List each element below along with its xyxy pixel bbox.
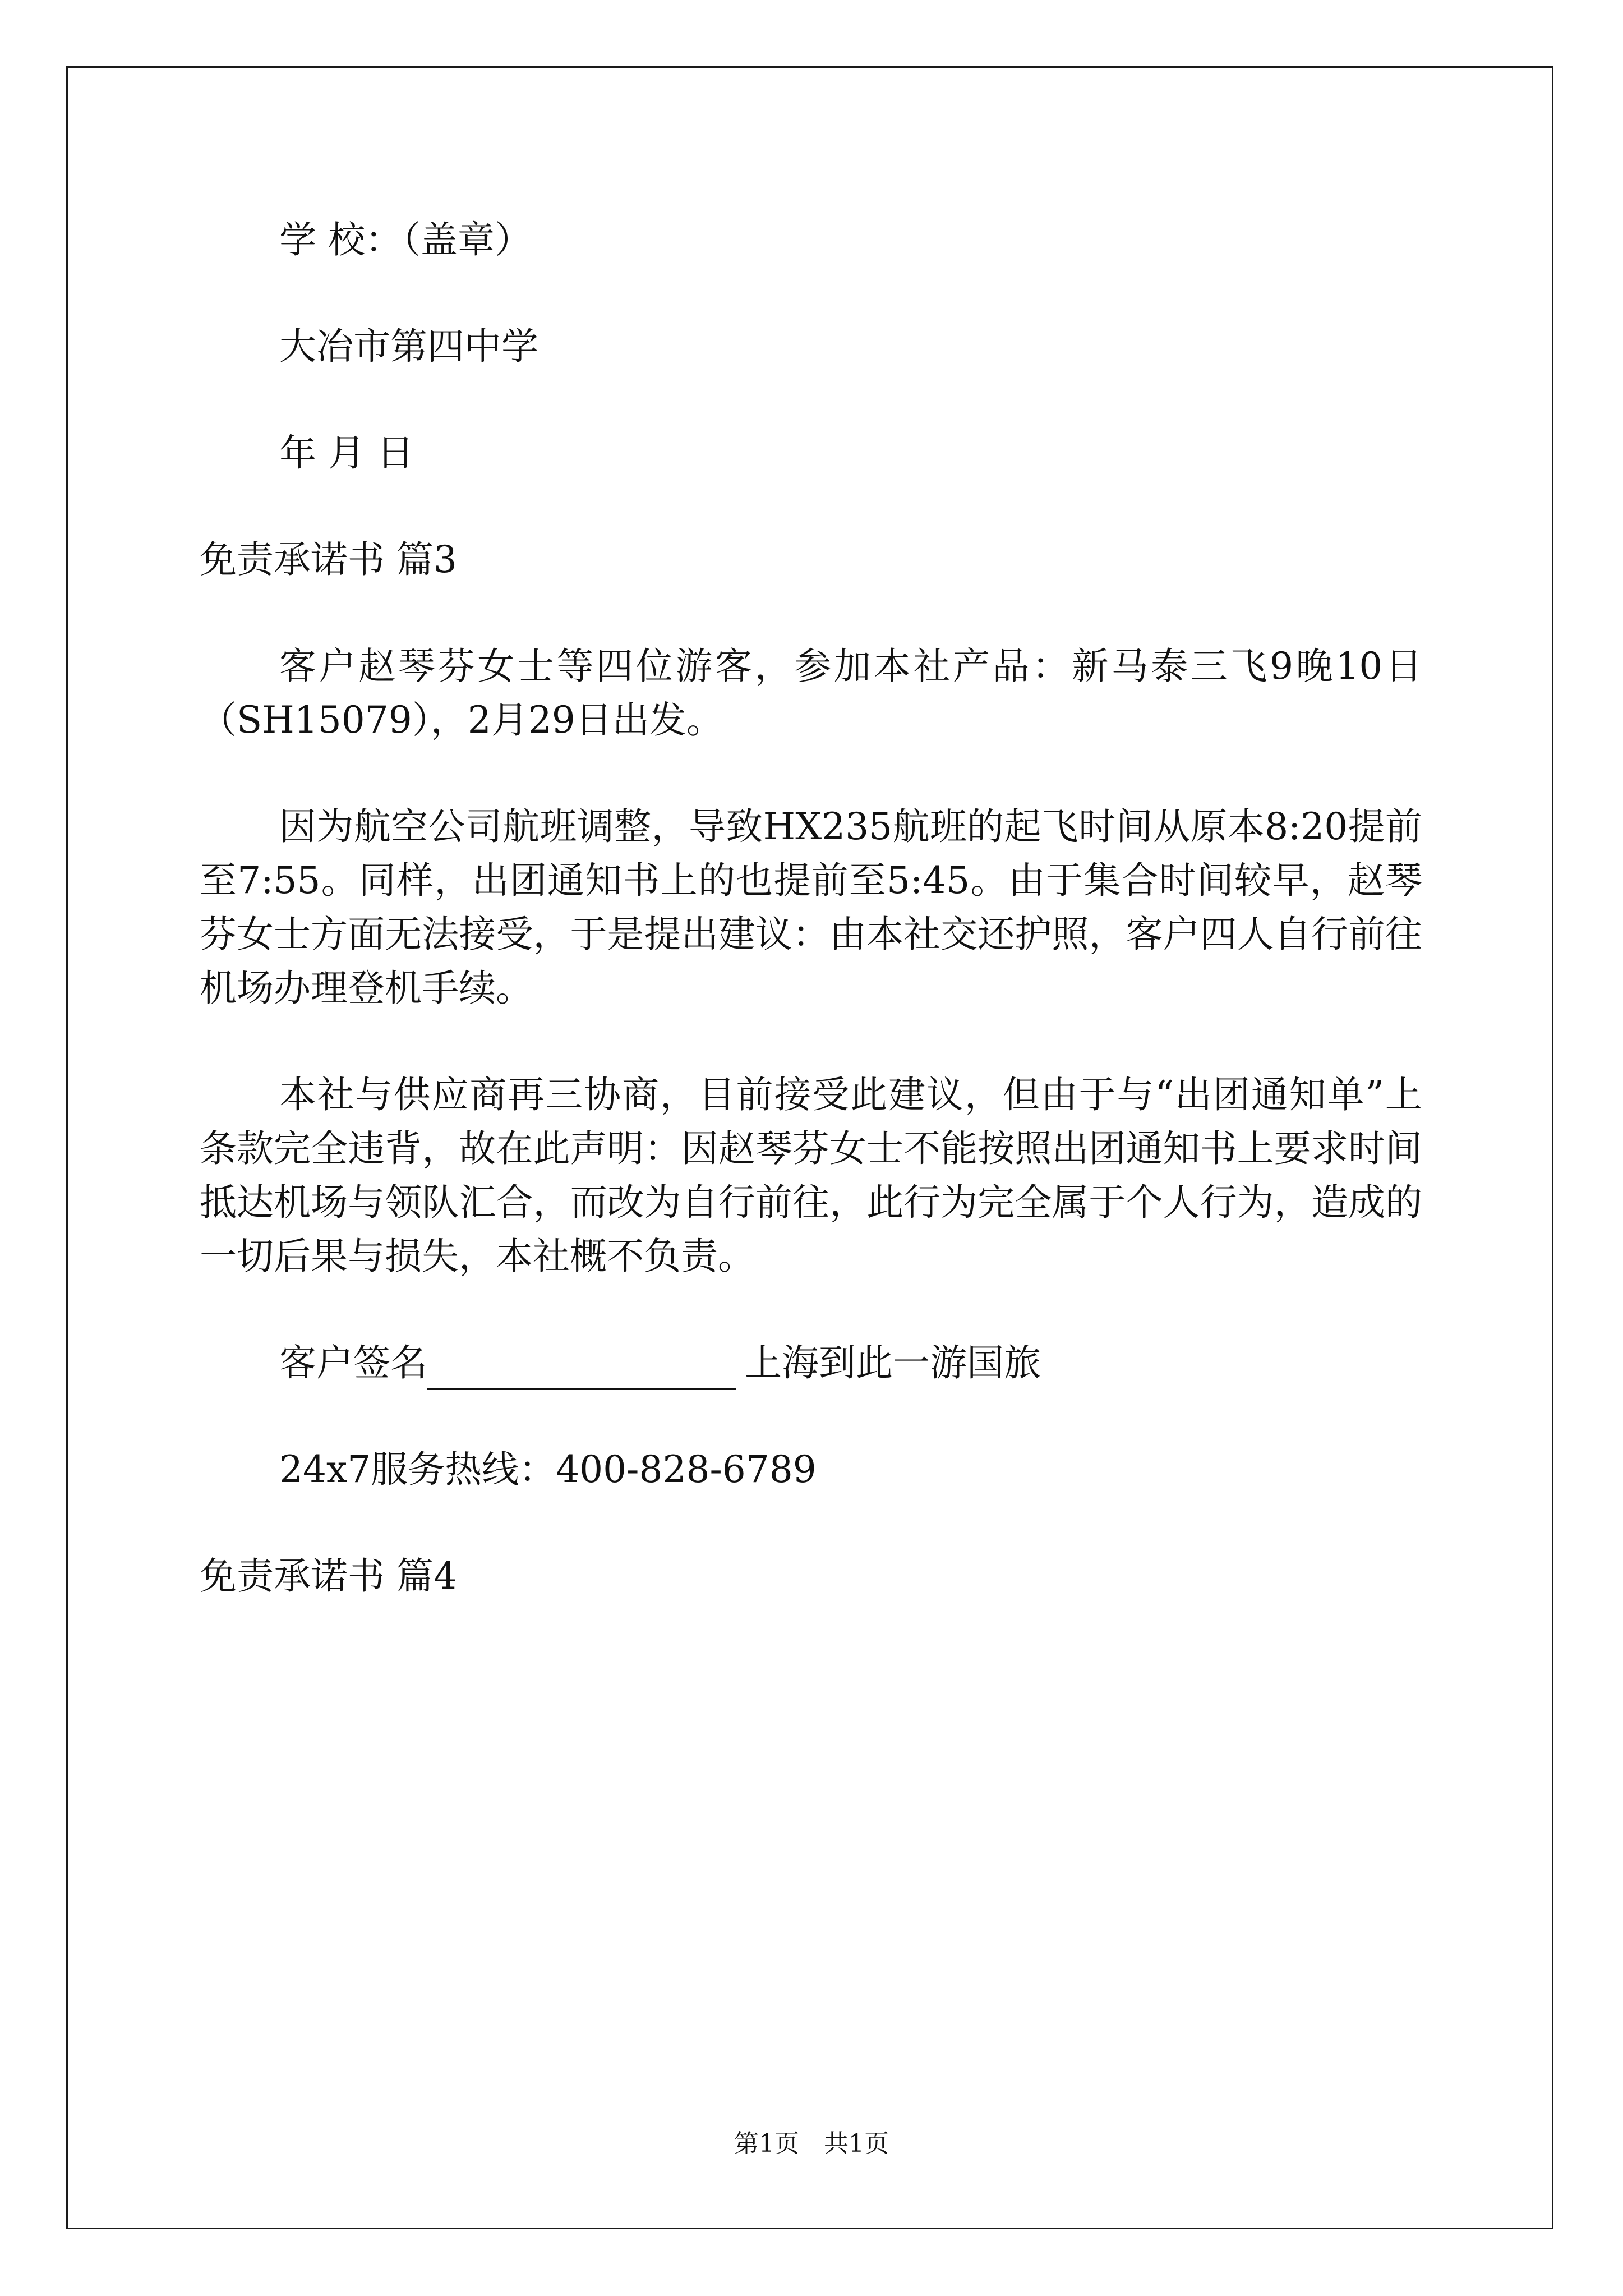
section-3-paragraph-3: 本社与供应商再三协商，目前接受此建议，但由于与“出团通知单”上条款完全违背，故在此声明：因赵琴芬女士不能按照出团通知书上要求时间抵达机场与领队汇合，而改为自行前往，此行为完全属于个人行为，造成的一切后果与损失，本社概不负责。 xyxy=(200,1073,1422,1278)
signature-blank xyxy=(427,1348,736,1390)
date-line: 年 月 日 xyxy=(279,431,414,475)
document-body xyxy=(200,213,1422,1603)
signature-line xyxy=(200,1336,1422,1390)
signature-label: 客户签名 xyxy=(279,1341,427,1384)
section-3-heading: 免责承诺书 篇3 xyxy=(200,538,457,581)
agency-name: 上海到此一游国旅 xyxy=(745,1341,1041,1384)
page-footer: 第1页 共1页 xyxy=(734,2129,889,2158)
section-3-paragraph-1: 客户赵琴芬女士等四位游客，参加本社产品：新马泰三飞9晚10日（SH15079），2月29日出发。 xyxy=(200,645,1422,742)
section-3-paragraph-2: 因为航空公司航班调整，导致HX235航班的起飞时间从原本8:20提前至7:55。同样，出团通知书上的也提前至5:45。由于集合时间较早，赵琴芬女士方面无法接受，于是提出建议：由本社交还护照，客户四人自行前往机场办理登机手续。 xyxy=(200,805,1422,1010)
school-name: 大冶市第四中学 xyxy=(279,325,538,368)
school-stamp-line: 学 校：（盖章） xyxy=(279,218,532,261)
hotline: 24x7服务热线：400-828-6789 xyxy=(279,1448,817,1491)
section-4-heading: 免责承诺书 篇4 xyxy=(200,1554,457,1598)
